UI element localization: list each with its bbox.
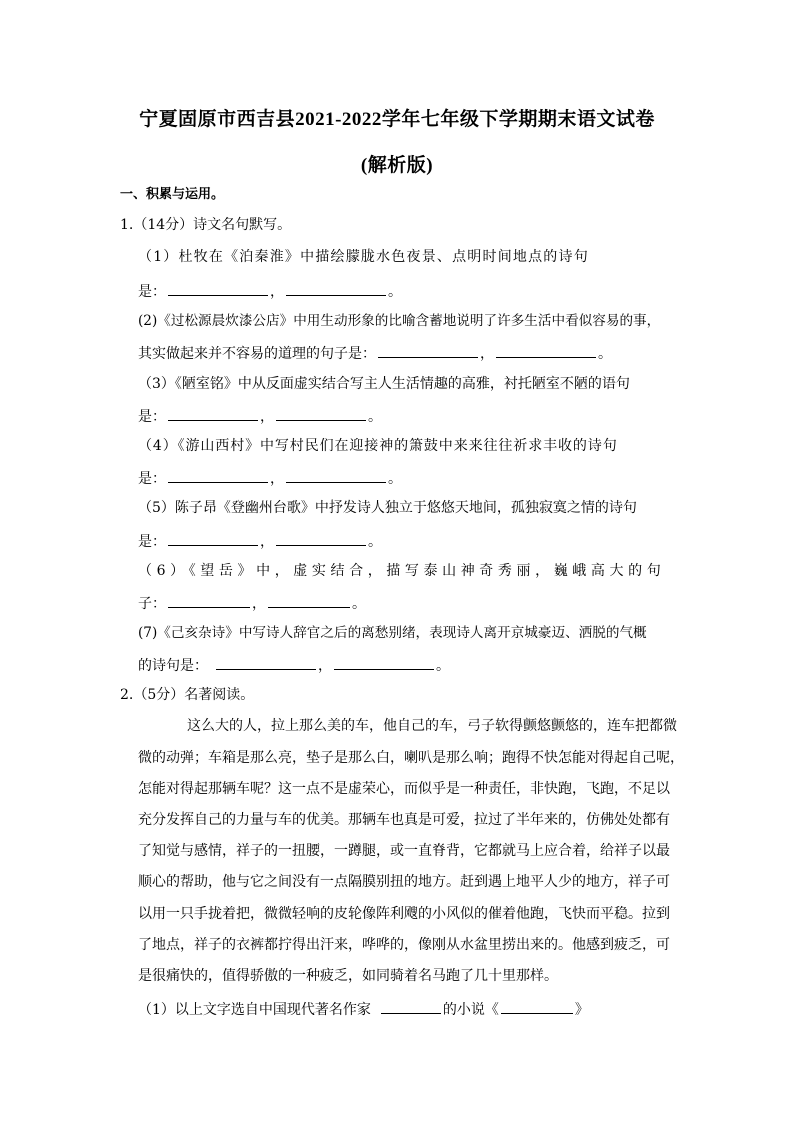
answer-blank[interactable] — [276, 406, 366, 421]
answer-blank[interactable] — [168, 281, 268, 296]
answer-blank[interactable] — [378, 343, 478, 358]
answer-prefix: 是： — [138, 534, 166, 550]
answer-prefix: 的诗句是： — [138, 658, 208, 674]
period: 。 — [598, 346, 612, 362]
q1-item-1-text: （1）杜牧在《泊秦淮》中描绘朦胧水色夜景、点明时间地点的诗句 — [138, 249, 589, 265]
answer-blank[interactable] — [334, 655, 434, 670]
comma: ， — [270, 471, 284, 487]
answer-blank[interactable] — [268, 593, 350, 608]
answer-blank[interactable] — [496, 343, 596, 358]
comma: ， — [252, 596, 266, 612]
q1-item-7-answer — [138, 655, 450, 675]
passage-line: 这么大的人，拉上那么美的车，他自己的车，弓子软得颤悠颤悠的，连车把都微 — [187, 718, 677, 734]
q1-item-7-text: (7)《己亥杂诗》中写诗人辞官之后的离愁别绪，表现诗人离开京城豪迈、洒脱的气概 — [138, 625, 647, 641]
question-2-stem: 2.（5分）名著阅读。 — [120, 687, 255, 703]
comma: ， — [318, 658, 332, 674]
q1-item-2-answer — [138, 343, 612, 363]
q1-item-3-answer — [138, 406, 382, 426]
sub-question-text: （1）以上文字选自中国现代著名作家 — [138, 1002, 371, 1018]
q1-item-4-text: （4）《游山西村》中写村民们在迎接神的箫鼓中来来往往祈求丰收的诗句 — [138, 438, 618, 454]
passage-line: 了知觉与感情，祥子的一扭腰，一蹲腿，或一直脊背，它都就马上应合着，给祥子以最 — [138, 843, 670, 859]
answer-prefix: 是： — [138, 471, 166, 487]
period: 。 — [388, 471, 402, 487]
comma: ， — [270, 284, 284, 300]
comma: ， — [480, 346, 494, 362]
q1-item-2-text: (2)《过松源晨炊漆公店》中用生动形象的比喻含蓄地说明了许多生活中看似容易的事， — [138, 313, 661, 329]
q1-item-6-answer — [138, 593, 366, 613]
sub-question-text: 》 — [574, 1002, 589, 1018]
answer-blank[interactable] — [286, 281, 386, 296]
passage-line: 微的动弹；车箱是那么亮，垫子是那么白，喇叭是那么响；跑得不快怎能对得起自己呢， — [138, 750, 684, 766]
answer-blank-author[interactable] — [381, 999, 441, 1014]
passage-line: 是很痛快的，值得骄傲的一种疲乏，如同骑着名马跑了几十里那样。 — [138, 968, 558, 984]
passage-line: 顺心的帮助，他与它之间没有一点隔膜别扭的地方。赶到遇上地平人少的地方，祥子可 — [138, 874, 670, 890]
q1-item-5-text: （5）陈子昂《登幽州台歌》中抒发诗人独立于悠悠天地间，孤独寂寞之情的诗句 — [138, 500, 637, 516]
answer-prefix: 其实做起来并不容易的道理的句子是： — [138, 346, 376, 362]
comma: ， — [260, 409, 274, 425]
answer-blank[interactable] — [216, 655, 316, 670]
passage-line: 怎能对得起那辆车呢？这一点不是虚荣心，而似乎是一种责任，非快跑，飞跑，不足以 — [138, 781, 670, 797]
answer-blank[interactable] — [168, 593, 250, 608]
q1-item-3-text: （3）《陋室铭》中从反面虚实结合写主人生活情趣的高雅，衬托陋室不陋的语句 — [138, 376, 630, 392]
page-title: 宁夏固原市西吉县2021-2022学年七年级下学期期末语文试卷 — [139, 109, 655, 130]
answer-blank[interactable] — [168, 406, 258, 421]
passage-line: 了地点，祥子的衣裤都拧得出汗来，哗哗的，像刚从水盆里捞出来的。他感到疲乏，可 — [138, 937, 670, 953]
period: 。 — [368, 409, 382, 425]
question-1-stem: 1.（14分）诗文名句默写。 — [120, 217, 292, 233]
answer-blank-novel[interactable] — [501, 999, 573, 1014]
sub-question-text: 的小说《 — [442, 1002, 499, 1018]
period: 。 — [352, 596, 366, 612]
q1-item-6-text: （6）《望岳》中，虚实结合，描写泰山神奇秀丽，巍峨高大的句 — [138, 563, 666, 579]
answer-blank[interactable] — [286, 468, 386, 483]
page-subtitle: (解析版) — [360, 155, 434, 176]
period: 。 — [388, 284, 402, 300]
answer-blank[interactable] — [168, 468, 268, 483]
period: 。 — [368, 534, 382, 550]
passage-line: 以用一只手拢着把，微微轻响的皮轮像阵利飕的小风似的催着他跑，飞快而平稳。拉到 — [138, 906, 670, 922]
q2-sub-1 — [138, 999, 589, 1019]
q1-item-5-answer — [138, 531, 382, 551]
period: 。 — [436, 658, 450, 674]
q1-item-1-answer — [138, 281, 402, 301]
q1-item-4-answer — [138, 468, 402, 488]
q1-item-1 — [138, 248, 674, 266]
section-heading: 一、积累与运用。 — [120, 187, 225, 202]
comma: ， — [260, 534, 274, 550]
answer-blank[interactable] — [168, 531, 258, 546]
answer-prefix: 是： — [138, 284, 166, 300]
answer-blank[interactable] — [276, 531, 366, 546]
answer-prefix: 子： — [138, 596, 166, 612]
passage-line: 充分发挥自己的力量与车的优美。那辆车也真是可爱，拉过了半年来的，仿佛处处都有 — [138, 812, 670, 828]
answer-prefix: 是： — [138, 409, 166, 425]
